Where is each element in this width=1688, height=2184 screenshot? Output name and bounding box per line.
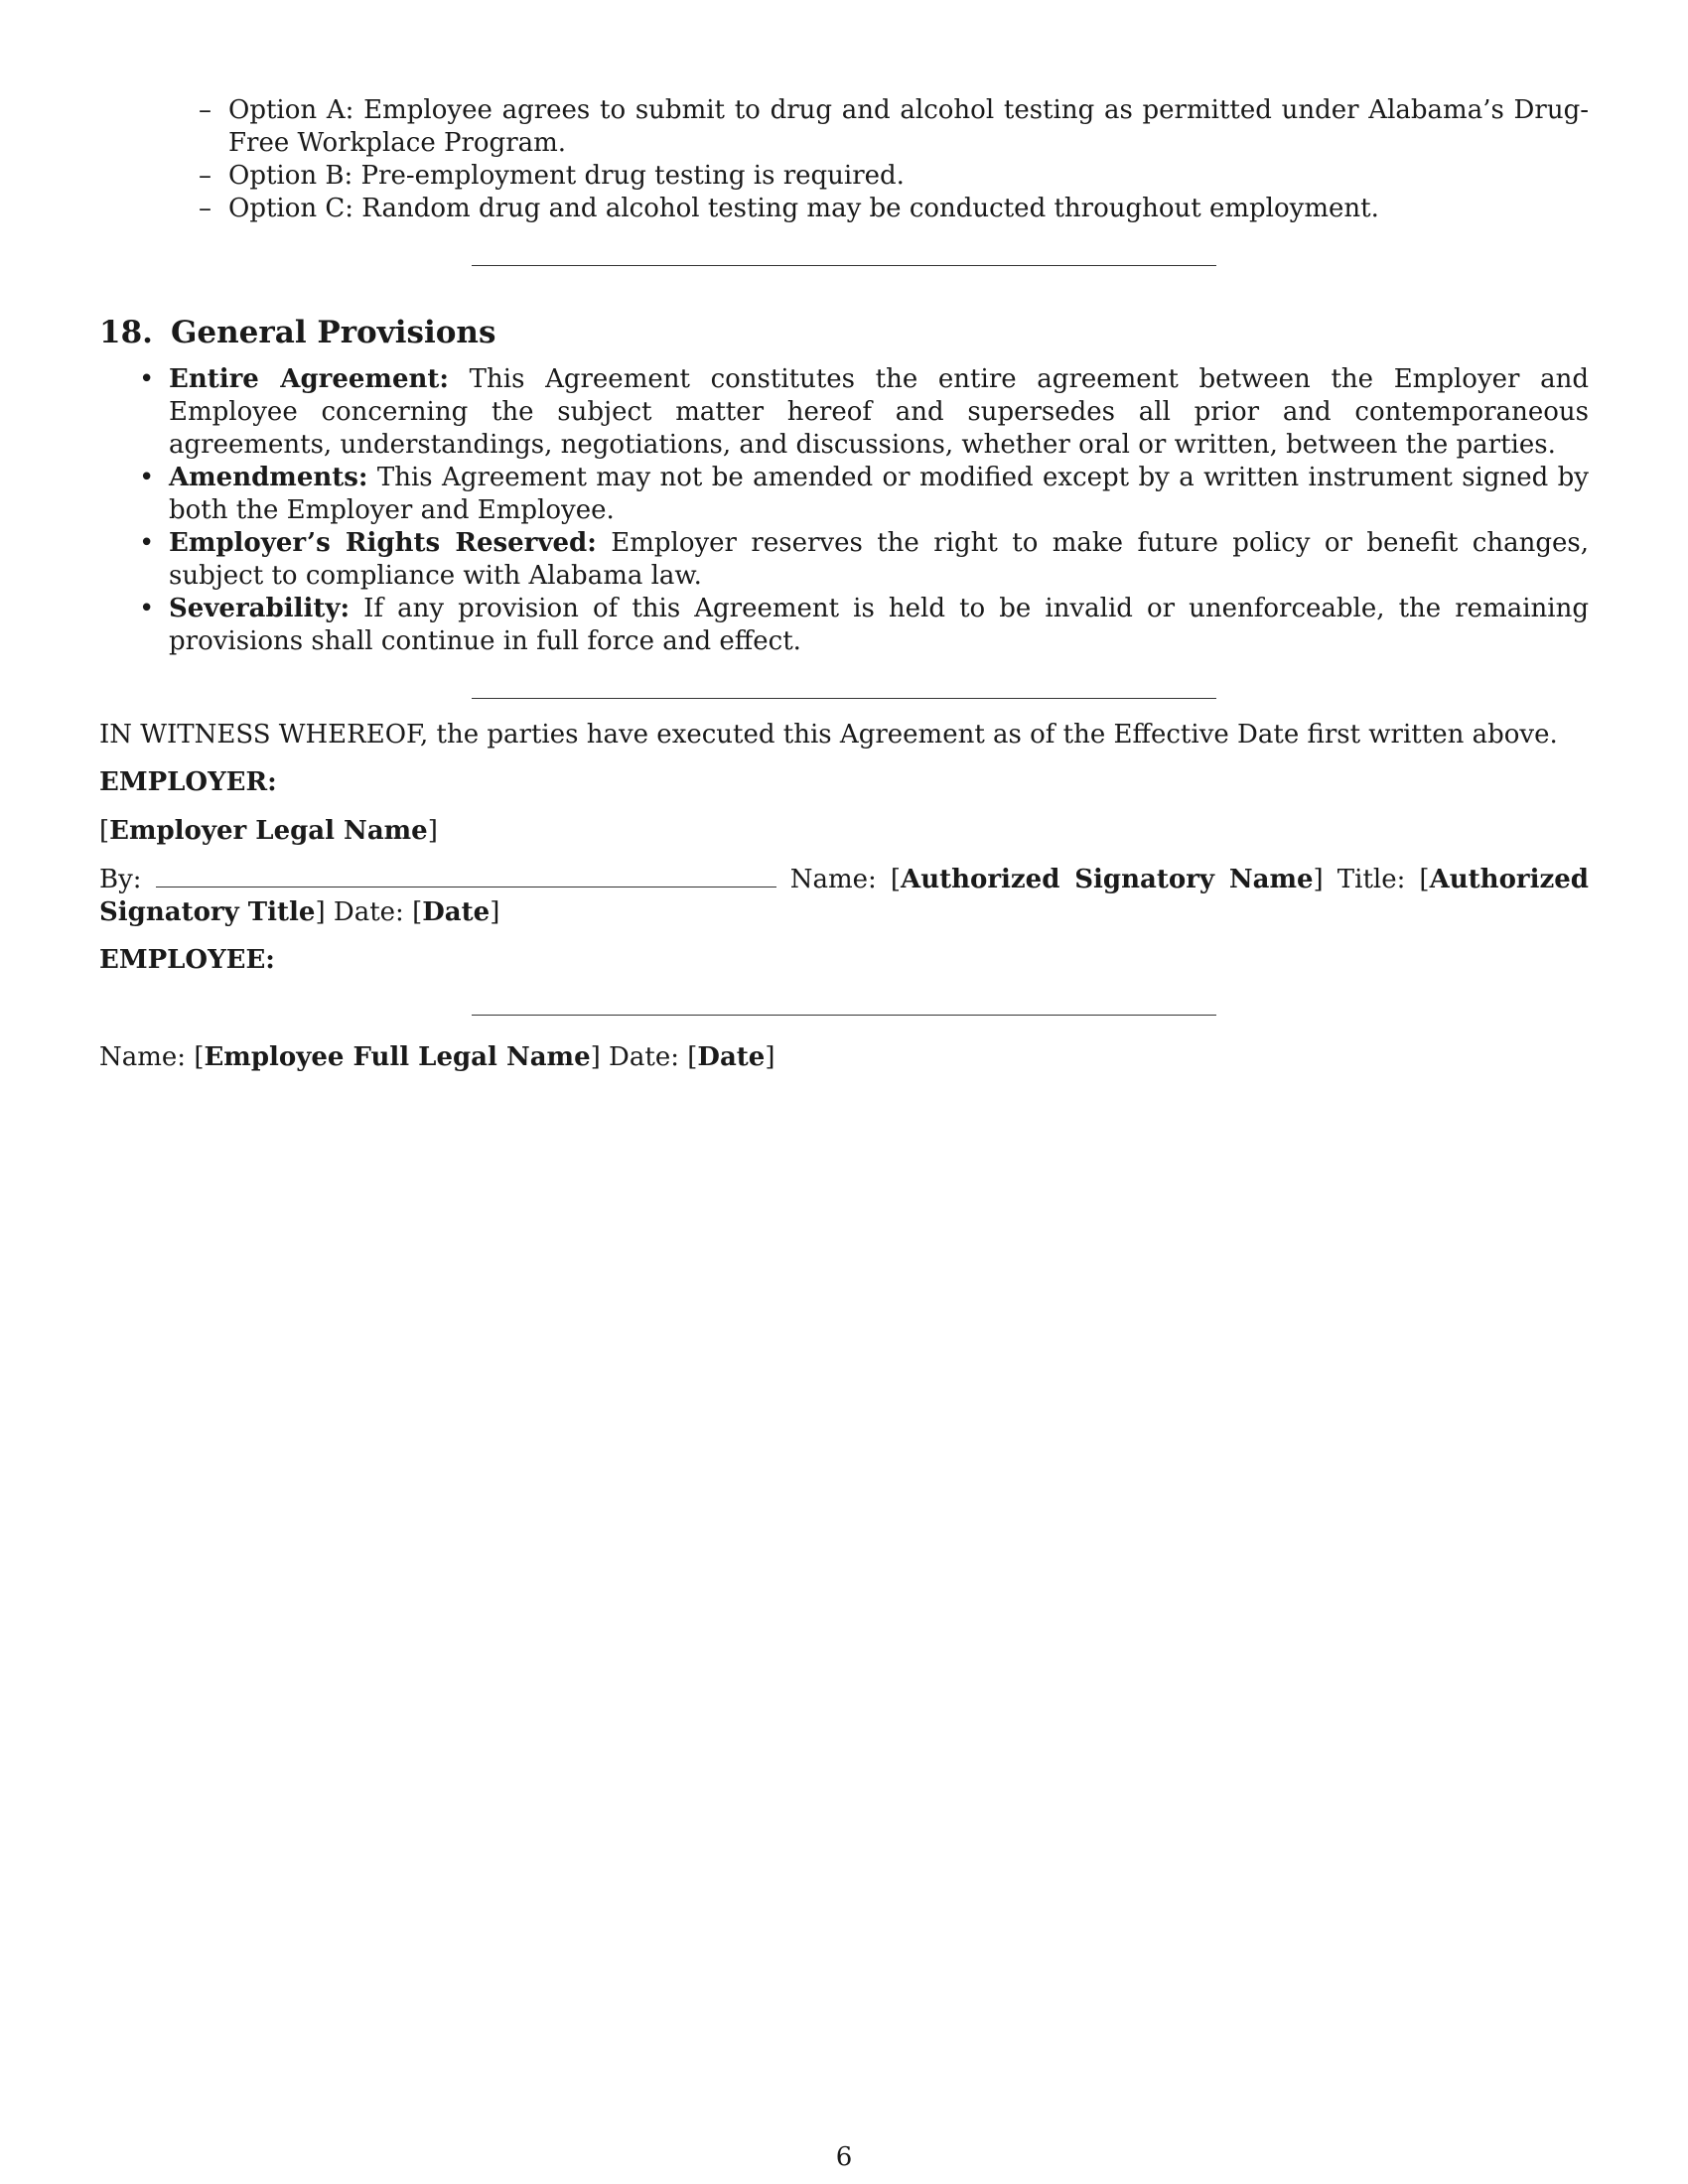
option-item: – Option A: Employee agrees to submit to drug and alcohol testing as permitted under Alabama’s Drug-Free Workplace Program. xyxy=(228,94,1589,160)
drug-testing-options-list xyxy=(99,94,1589,225)
employer-signature-line: By: Name: [Authorized Signatory Name] Title: [Authorized Signatory Title] Date: [Date] xyxy=(99,865,1589,927)
document-page xyxy=(99,94,1589,1074)
provision-item xyxy=(169,363,1589,462)
provision-item xyxy=(169,593,1589,658)
section-number: 18. xyxy=(99,315,153,350)
provision-text: If any provision of this Agreement is held to be invalid or unenforceable, the remaining provisions shall continue in full force and effect. xyxy=(169,594,1589,656)
employer-label: EMPLOYER: xyxy=(99,767,277,797)
option-item: – Option B: Pre-employment drug testing is required. xyxy=(228,160,1589,193)
signatory-name: Authorized Signatory Name xyxy=(901,865,1314,894)
provision-item xyxy=(169,527,1589,593)
provision-label: Employer’s Rights Reserved: xyxy=(169,528,597,558)
provisions-list xyxy=(99,363,1589,658)
employee-signature-line: Name: [Employee Full Legal Name] Date: [Date] xyxy=(99,1042,775,1072)
title-label: Title: xyxy=(1336,865,1406,894)
by-label: By: xyxy=(99,865,142,894)
employee-date: Date xyxy=(697,1042,766,1072)
signatory-title: Authorized Signatory Title xyxy=(99,865,1589,927)
employee-signature-rule[interactable] xyxy=(472,1015,1216,1016)
option-item: – Option C: Random drug and alcohol testing may be conducted throughout employment. xyxy=(228,193,1589,225)
page-number: 6 xyxy=(835,2142,853,2172)
section-heading xyxy=(99,314,1589,351)
provision-text: This Agreement may not be amended or modified except by a written instrument signed by both the Employer and Employee. xyxy=(169,463,1589,525)
provision-text: This Agreement constitutes the entire agreement between the Employer and Employee concerning the subject matter hereof and supersedes all prior and contemporaneous agreements, understandings, negotiations, and discussions, whether oral or written, between the parties. xyxy=(169,364,1589,460)
employer-name-line: [Employer Legal Name] xyxy=(99,816,438,846)
name-label: Name: xyxy=(789,865,877,894)
signature-blank[interactable] xyxy=(156,867,776,887)
provision-label: Entire Agreement: xyxy=(169,364,449,394)
horizontal-rule xyxy=(472,265,1216,266)
employee-date-label: Date: xyxy=(609,1042,679,1072)
provision-label: Amendments: xyxy=(169,463,368,492)
date-label: Date: xyxy=(333,897,404,927)
employee-name-label: Name: xyxy=(99,1042,187,1072)
section-title: General Provisions xyxy=(170,315,496,350)
provision-item xyxy=(169,462,1589,527)
witness-statement: IN WITNESS WHEREOF, the parties have executed this Agreement as of the Effective Date first written above. xyxy=(99,720,1558,750)
employee-name: Employee Full Legal Name xyxy=(204,1042,591,1072)
employer-name: Employer Legal Name xyxy=(109,816,428,846)
employee-label: EMPLOYEE: xyxy=(99,945,275,975)
signing-date: Date xyxy=(422,897,491,927)
provision-text: Employer reserves the right to make future policy or benefit changes, subject to compliance with Alabama law. xyxy=(169,528,1589,591)
horizontal-rule xyxy=(472,698,1216,699)
provision-label: Severability: xyxy=(169,594,351,623)
